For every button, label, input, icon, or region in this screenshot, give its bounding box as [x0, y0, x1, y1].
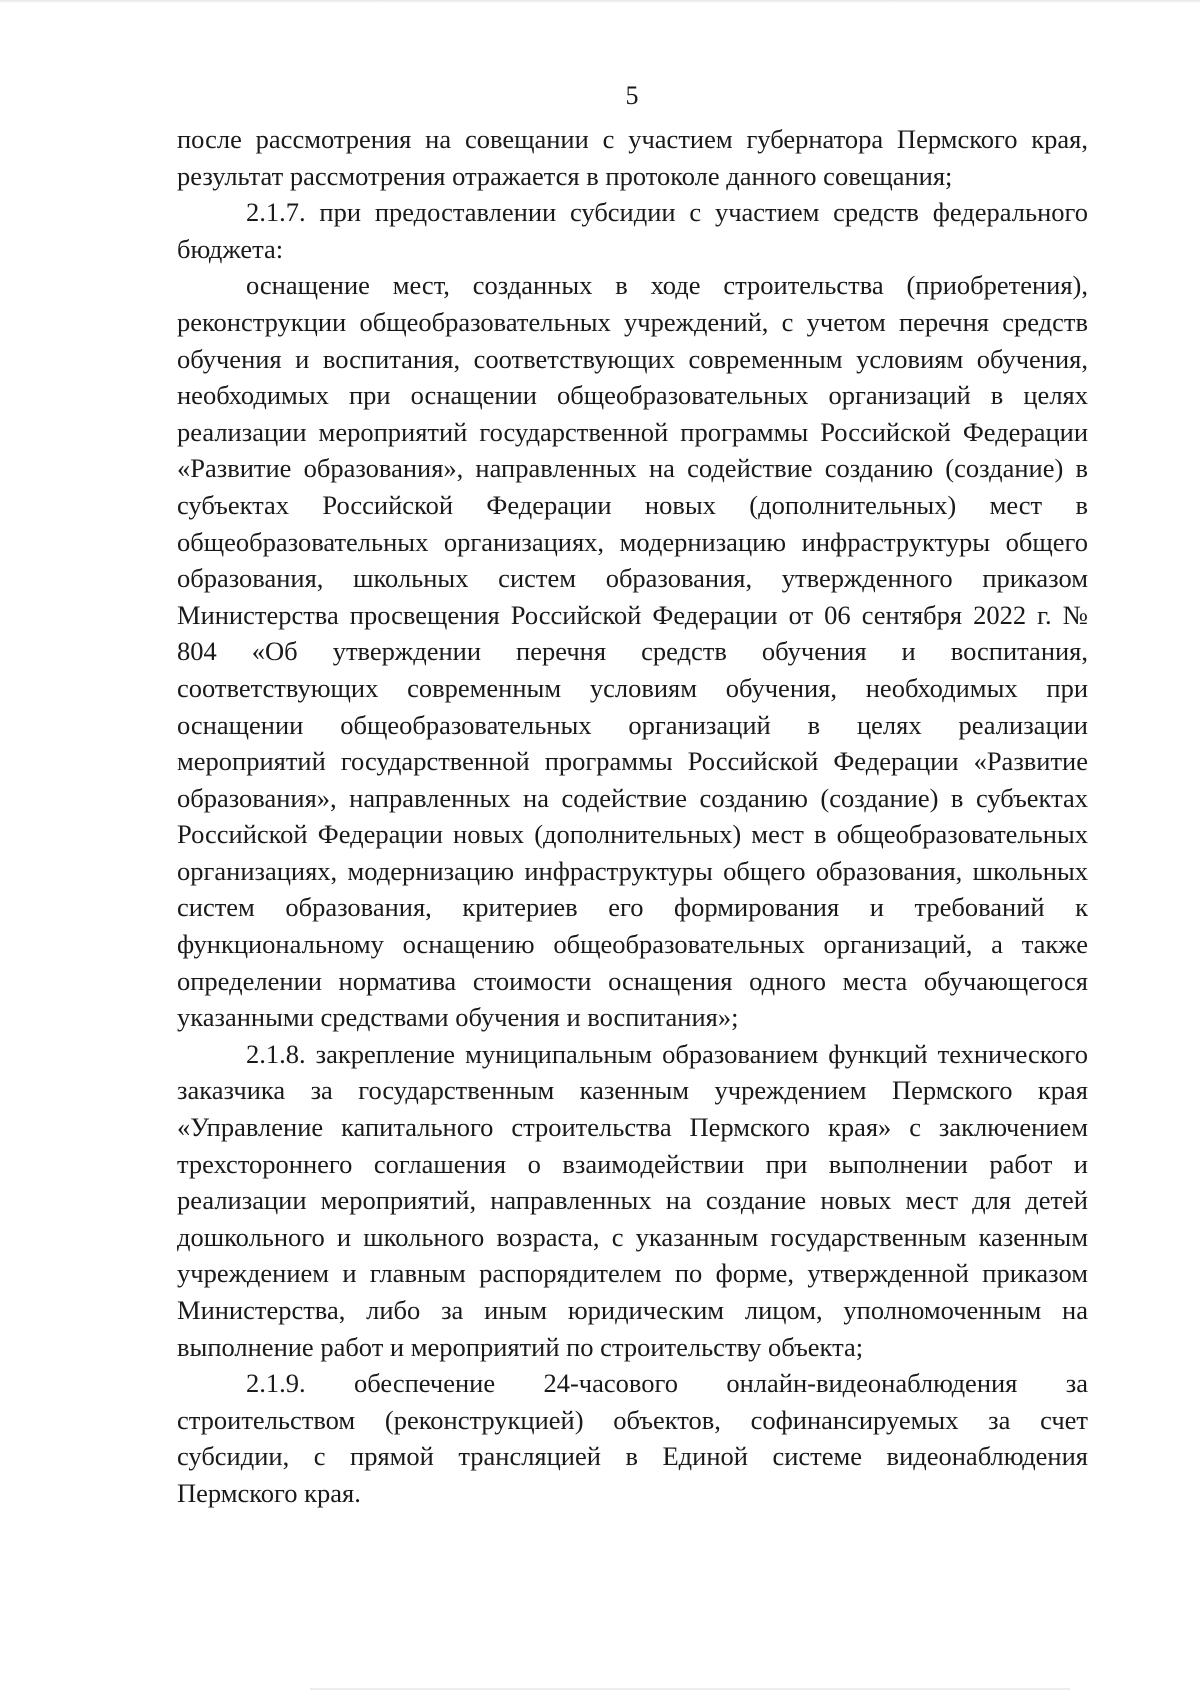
paragraph-clause-2-1-7: 2.1.7. при предоставлении субсидии с участием средств федерального бюджета: — [177, 197, 1088, 264]
document-body — [177, 121, 1088, 1512]
paragraph-clause-2-1-7-body: оснащение мест, созданных в ходе строительства (приобретения), реконструкции общеобразовательных учреждений, с учетом перечня средств обучения и воспитания, соответствующих современным условиям обучения, необходимых при оснащении общеобразовательных организаций в целях реализации мероприятий государственной программы Российской Федерации «Развитие образования», направленных на содействие созданию (создание) в субъектах Российской Федерации новых (дополнительных) мест в общеобразовательных организациях, модернизацию инфраструктуры общего образования, школьных систем образования, утвержденного приказом Министерства просвещения Российской Федерации от 06 сентября 2022 г. № 804 «Об утверждении перечня средств обучения и воспитания, соответствующих современным условиям обучения, необходимых при оснащении общеобразовательных организаций в целях реализации мероприятий государственной программы Российской Федерации «Развитие образования», направленных на содействие созданию (создание) в субъектах Российской Федерации новых (дополнительных) мест в общеобразовательных организациях, модернизацию инфраструктуры общего образования, школьных систем образования, критериев его формирования и требований к функциональному оснащению общеобразовательных организаций, а также определении норматива стоимости оснащения одного места обучающегося указанными средствами обучения и воспитания»; — [177, 270, 1088, 1033]
page-number: 5 — [625, 81, 639, 110]
scan-edge-bottom — [310, 1688, 1070, 1690]
paragraph-continuation: после рассмотрения на совещании с участием губернатора Пермского края, результат рассмотрения отражается в протоколе данного совещания; — [177, 124, 1088, 191]
paragraph-clause-2-1-8: 2.1.8. закрепление муниципальным образованием функций технического заказчика за государственным казенным учреждением Пермского края «Управление капитального строительства Пермского края» с заключением трехстороннего соглашения о взаимодействии при выполнении работ и реализации мероприятий, направленных на создание новых мест для детей дошкольного и школьного возраста, с указанным государственным казенным учреждением и главным распорядителем по форме, утвержденной приказом Министерства, либо за иным юридическим лицом, уполномоченным на выполнение работ и мероприятий по строительству объекта; — [177, 1038, 1088, 1362]
paragraph-clause-2-1-9: 2.1.9. обеспечение 24-часового онлайн-видеонаблюдения за строительством (реконструкцией) объектов, софинансируемых за счет субсидии, с прямой трансляцией в Единой системе видеонаблюдения Пермского края. — [177, 1368, 1088, 1508]
scan-edge-top — [0, 0, 1200, 3]
